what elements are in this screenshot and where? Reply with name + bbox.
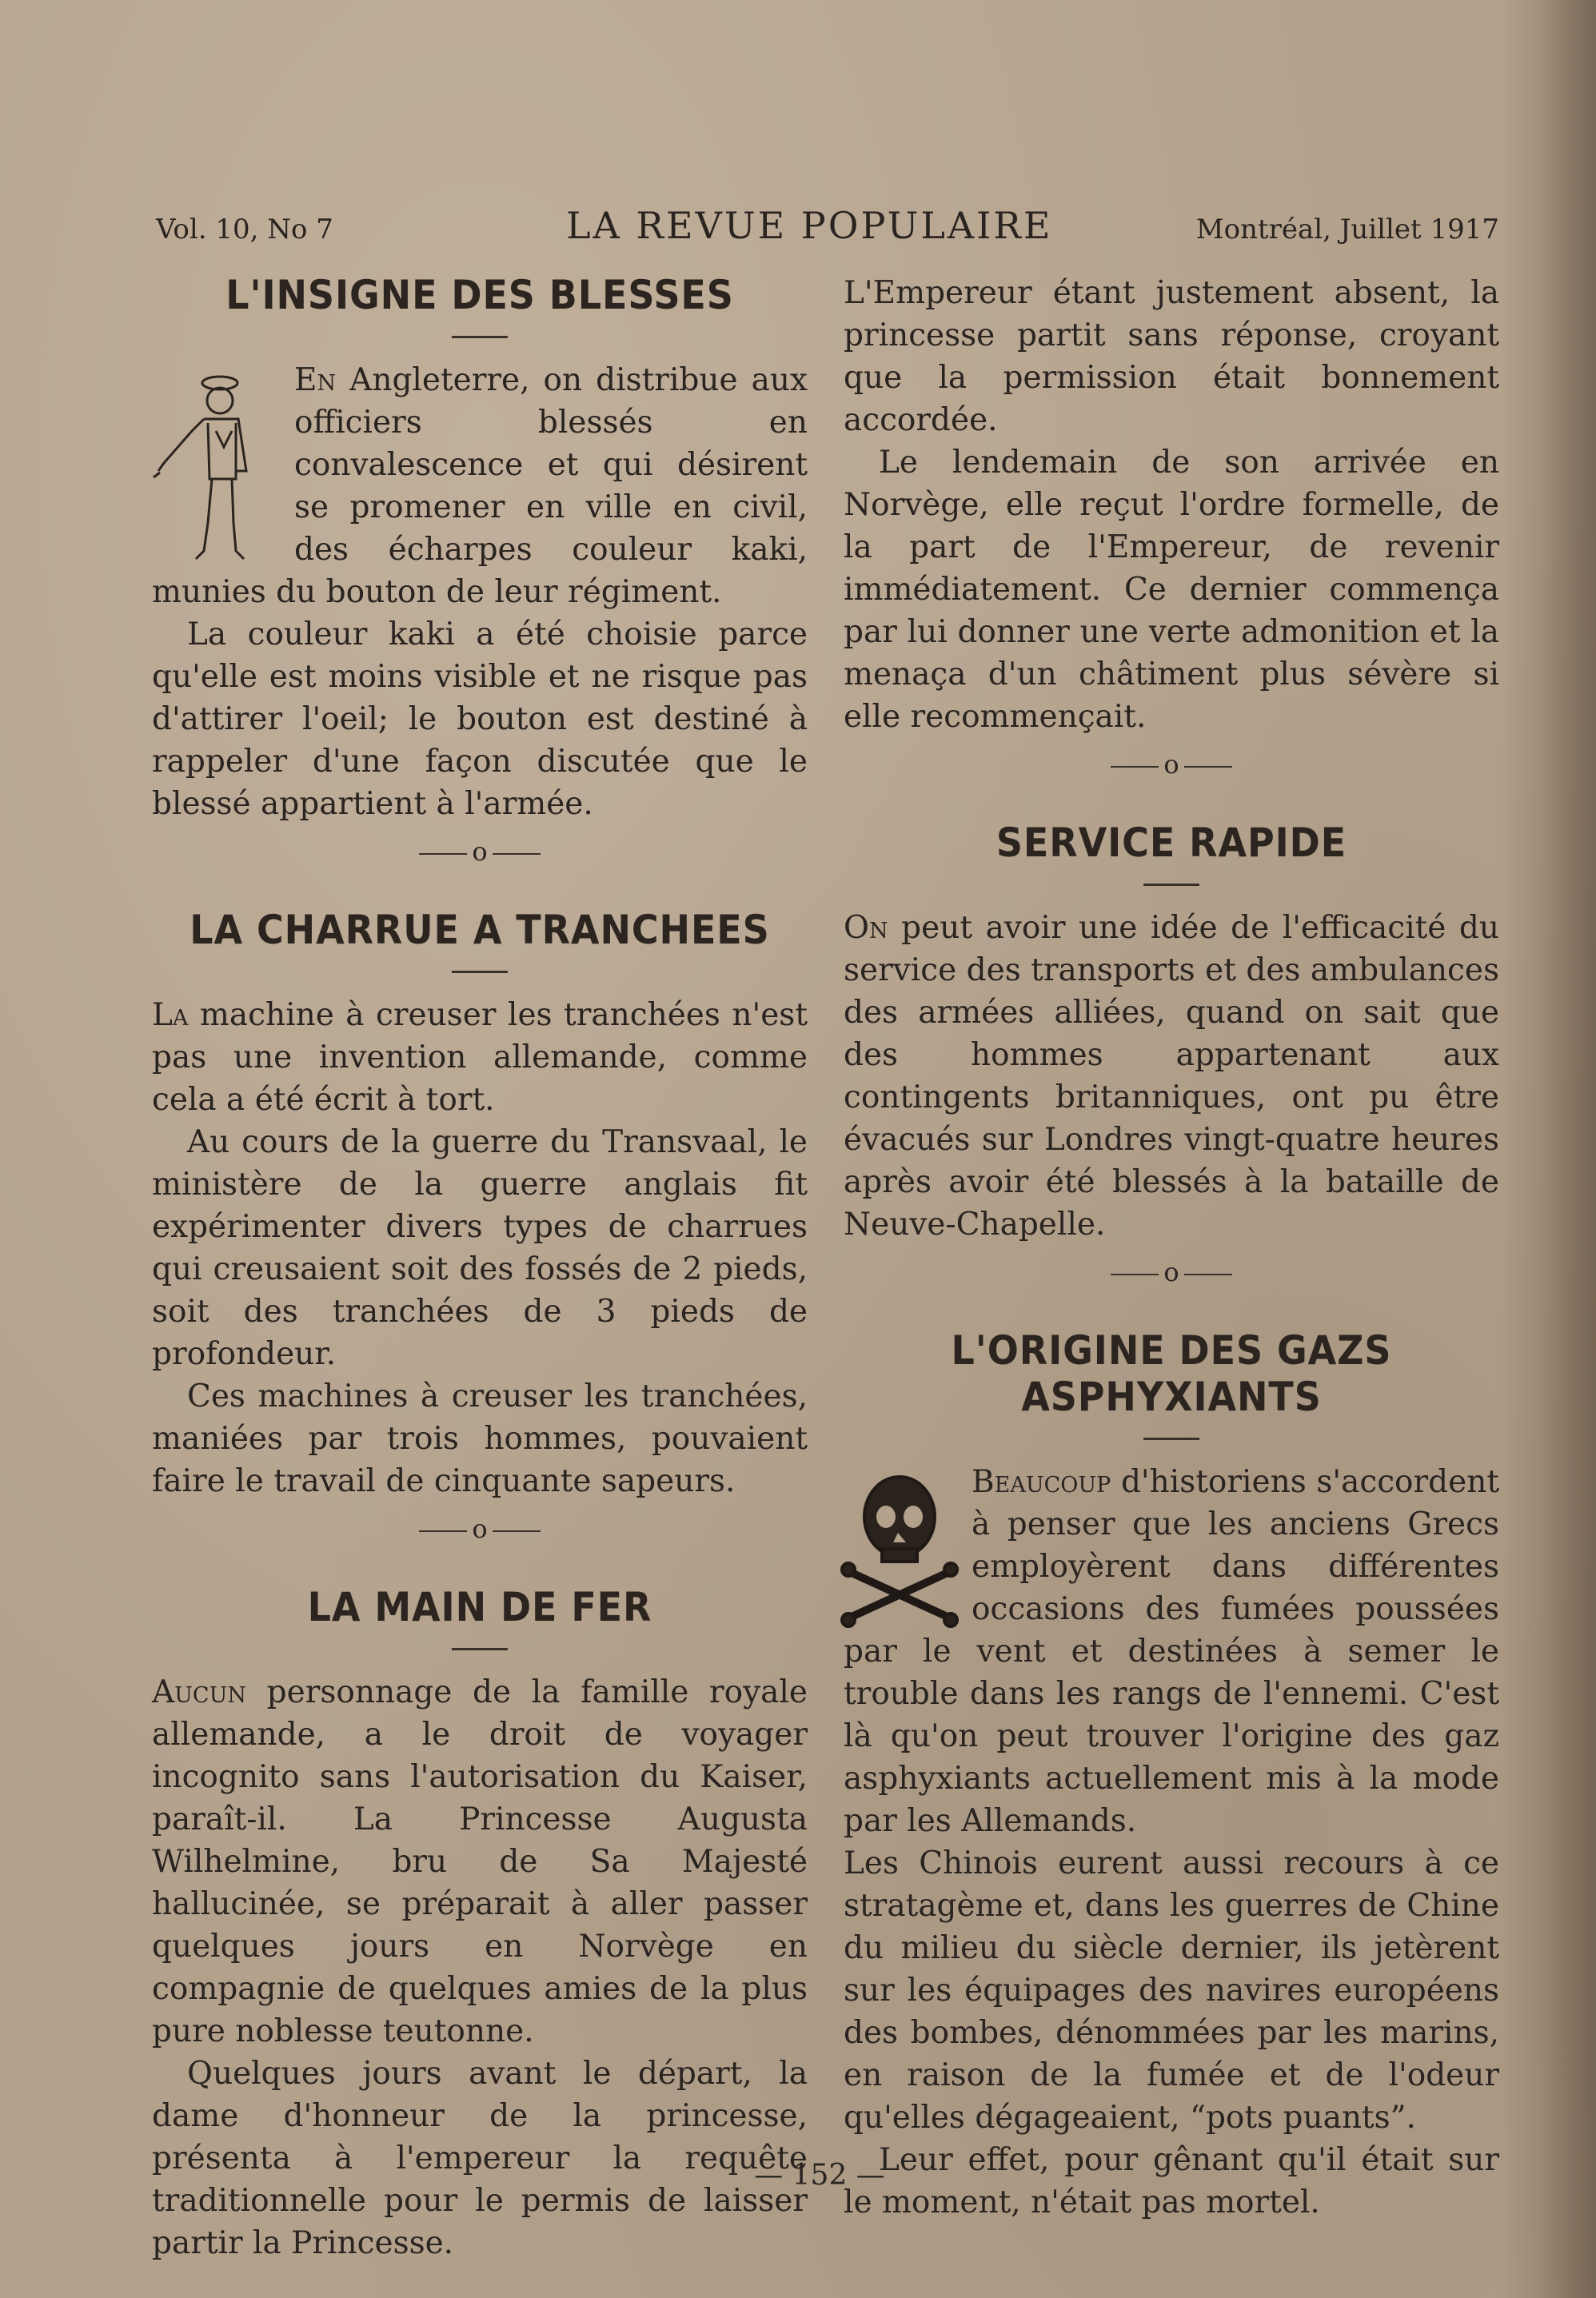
paragraph-text: Angleterre, on distribue aux officiers blessés en convalescence et qui désirent se promener en ville en civil, des écharpes couleur kaki, munies du bouton de leur régiment. [152,362,808,610]
article-title: LA CHARRUE A TRANCHEES [190,907,770,953]
article-service-rapide [844,820,1499,1287]
article-title: SERVICE RAPIDE [996,820,1347,866]
article-paragraph [152,994,808,1121]
article-main-de-fer [152,1584,808,2264]
article-paragraph: L'Empereur étant justement absent, la princesse partit sans réponse, croyant que la permission était bonnement accordée. [844,275,1499,438]
issue-date: Montréal, Juillet 1917 [1195,213,1499,245]
drop-word: La [152,997,189,1033]
article-paragraph [152,1671,808,2053]
drop-word: En [294,362,337,398]
article-gaz [844,1327,1499,2224]
left-column [152,272,808,2264]
article-title: L'INSIGNE DES BLESSES [225,272,734,318]
drop-word: Aucun [152,1674,246,1710]
section-separator [844,749,1499,780]
article-insigne [152,272,808,867]
wounded-soldier-illustration [144,359,288,567]
paragraph-text: d'historiens s'accordent à penser que les anciens Grecs employèrent dans différentes occasions des fumées poussées par le vent et destinées à semer le trouble dans les rangs de l'ennemi. C'est là qu'on peut trouver l'origine des gaz asphyxiants actuellement mis à la mode par les Allemands. [844,1464,1499,1839]
article-paragraph: La couleur kaki a été choisie parce qu'elle est moins visible et ne risque pas d'attirer l'oeil; le bouton est destiné à rappeler d'une façon discutée que le blessé appartient à l'armée. [152,616,808,822]
article-paragraph: Au cours de la guerre du Transvaal, le ministère de la guerre anglais fit expérimenter divers types de charrues qui creusaient soit des fossés de 2 pieds, soit des tranchées de 3 pieds de profondeur. [152,1124,808,1372]
drop-word: On [844,910,888,946]
page-header [156,204,1499,252]
volume-number: Vol. 10, No 7 [156,213,333,245]
article-title: LA MAIN DE FER [307,1584,652,1630]
article-paragraph: Les Chinois eurent aussi recours à ce stratagème et, dans les guerres de Chine du milieu du siècle dernier, ils jetèrent sur les équipages des navires européens des bombes, dénommées par les marins, en raison de la fumée et de l'odeur qu'elles dégageaient, “pots puants”. [844,1845,1499,2136]
article-main-de-fer-continued [844,272,1499,780]
article-paragraph: Le lendemain de son arrivée en Norvège, elle reçut l'ordre formelle, de la part de l'Empereur, de revenir immédiatement. Ce dernier commença par lui donner une verte admonition et la menaça d'un châtiment plus sévère si elle recommençait. [844,445,1499,735]
article-paragraph [844,907,1499,1246]
page-edge-shadow [1540,0,1596,2298]
right-column [844,272,1499,2224]
section-separator [152,836,808,867]
drop-word: Beaucoup [972,1464,1111,1500]
article-paragraph: Quelques jours avant le départ, la dame d'honneur de la princesse, présenta à l'empereur la requête traditionnelle pour le permis de laisser partir la Princesse. [152,2056,808,2261]
article-title: L'ORIGINE DES GAZS ASPHYXIANTS [951,1327,1392,1420]
paragraph-text: machine à creuser les tranchées n'est pas une invention allemande, comme cela a été écrit à tort. [152,997,808,1118]
separator-mark: o [1163,1257,1179,1287]
magazine-title: LA REVUE POPULAIRE [566,204,1053,247]
separator-mark: o [472,1514,488,1544]
paragraph-text: personnage de la famille royale allemande, a le droit de voyager incognito sans l'autorisation du Kaiser, paraît-il. La Princesse Augusta Wilhelmine, bru de Sa Majesté hallucinée, se préparait à aller passer quelques jours en Norvège en compagnie de quelques amies de la plus pure noblesse teutonne. [152,1674,808,2049]
skull-crossbones-icon [836,1469,964,1629]
paragraph-text: peut avoir une idée de l'efficacité du service des transports et des ambulances des armées alliées, quand on sait que des hommes appartenant aux contingents britanniques, ont pu être évacués sur Londres vingt-quatre heures après avoir été blessés à la bataille de Neuve-Chapelle. [844,910,1499,1243]
section-separator [844,1257,1499,1287]
separator-mark: o [472,836,488,867]
section-separator [152,1514,808,1544]
page-number: — 152 — [754,2159,885,2192]
article-paragraph: Leur effet, pour gênant qu'il était sur le moment, n'était pas mortel. [844,2142,1499,2220]
separator-mark: o [1163,749,1179,780]
article-paragraph: Ces machines à creuser les tranchées, maniées par trois hommes, pouvaient faire le travail de cinquante sapeurs. [152,1378,808,1499]
article-charrue [152,907,808,1544]
